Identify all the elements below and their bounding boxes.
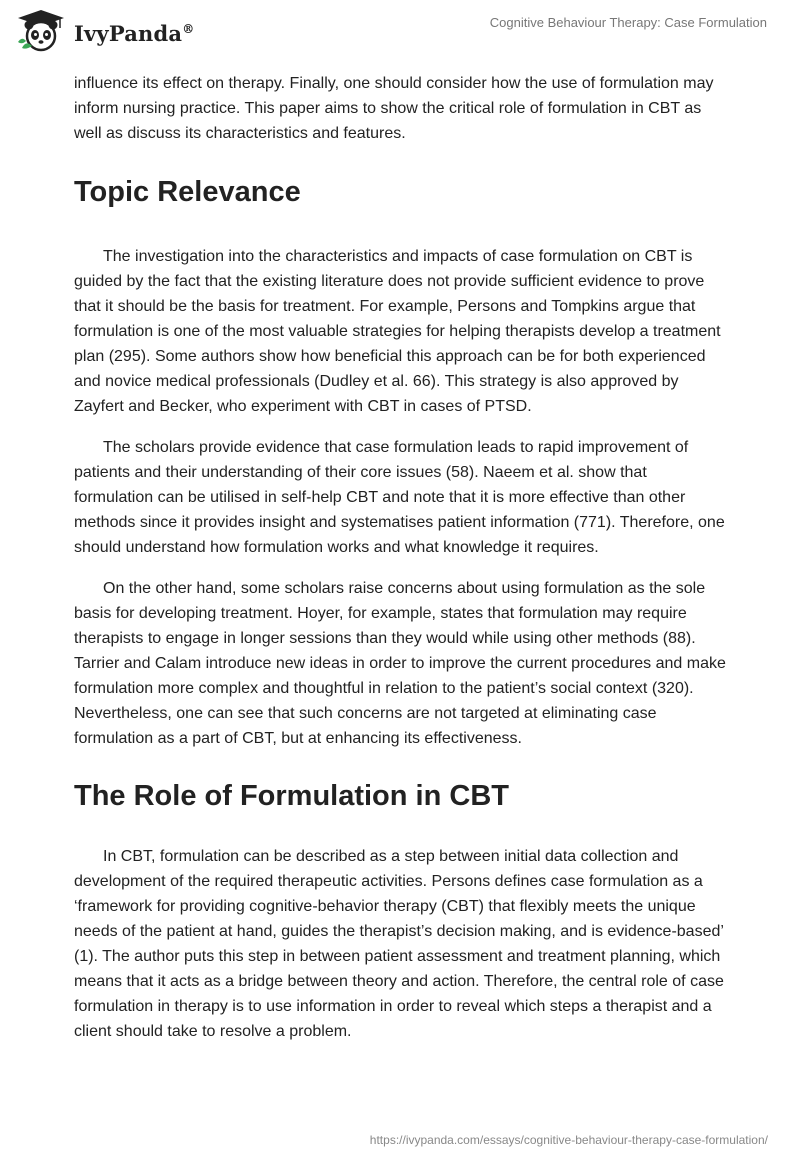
source-url[interactable]: https://ivypanda.com/essays/cognitive-behaviour-therapy-case-formulation/	[369, 1133, 768, 1147]
paragraph: In CBT, formulation can be described as a step between initial data collection and development of the required therapeutic activities. Persons defines case formulation as a ‘framework for providing cognitive-behavior therapy (CBT) that flexibly meets the unique needs of the patient at hand, guides the therapist’s decision making, and is evidence-based’ (1). The author puts this step in between patient assessment and treatment planning, which means that it acts as a bridge between theory and action. Therefore, the central role of case formulation in therapy is to use information in order to reveal which steps a therapist and a client should take to resolve a problem.	[74, 848, 724, 1040]
document-title: Cognitive Behaviour Therapy: Case Formulation	[489, 15, 767, 30]
intro-paragraph: influence its effect on therapy. Finally, one should consider how the use of formulation may inform nursing practice. This paper aims to show the critical role of formulation in CBT as well as discuss its characteristics and features.	[74, 75, 714, 142]
paragraph: The investigation into the characteristics and impacts of case formulation on CBT is guided by the fact that the existing literature does not provide sufficient evidence to prove that it should be the basis for treatment. For example, Persons and Tompkins argue that formulation is one of the most valuable strategies for helping therapists develop a treatment plan (295). Some authors show how beneficial this approach can be for both experienced and novice medical professionals (Dudley et al. 66). This strategy is also approved by Zayfert and Becker, who experiment with CBT in cases of PTSD.	[74, 248, 721, 415]
paragraph: On the other hand, some scholars raise concerns about using formulation as the sole basis for developing treatment. Hoyer, for example, states that formulation may require therapists to engage in longer sessions than they would while using other methods (88). Tarrier and Calam introduce new ideas in order to improve the current procedures and make formulation more complex and thoughtful in relation to the patient’s social context (320). Nevertheless, one can see that such concerns are not targeted at eliminating case formulation as a part of CBT, but at enhancing its effectiveness.	[74, 580, 726, 747]
brand-logo[interactable]	[14, 8, 194, 54]
brand-name	[74, 21, 194, 46]
panda-logo-icon	[14, 8, 68, 54]
paragraph: The scholars provide evidence that case formulation leads to rapid improvement of patients and their understanding of their core issues (58). Naeem et al. show that formulation can be utilised in self-help CBT and note that it is more effective than other methods since it provides insight and systematises patient information (771). Therefore, one should understand how formulation works and what knowledge it requires.	[74, 439, 725, 556]
section-heading-role-of-formulation: The Role of Formulation in CBT	[74, 780, 509, 812]
brand-name-text: IvyPanda	[74, 20, 183, 46]
registered-mark: ®	[182, 21, 195, 36]
section-heading-topic-relevance: Topic Relevance	[74, 176, 301, 208]
page-header	[0, 0, 800, 60]
essay-body	[74, 71, 726, 1044]
